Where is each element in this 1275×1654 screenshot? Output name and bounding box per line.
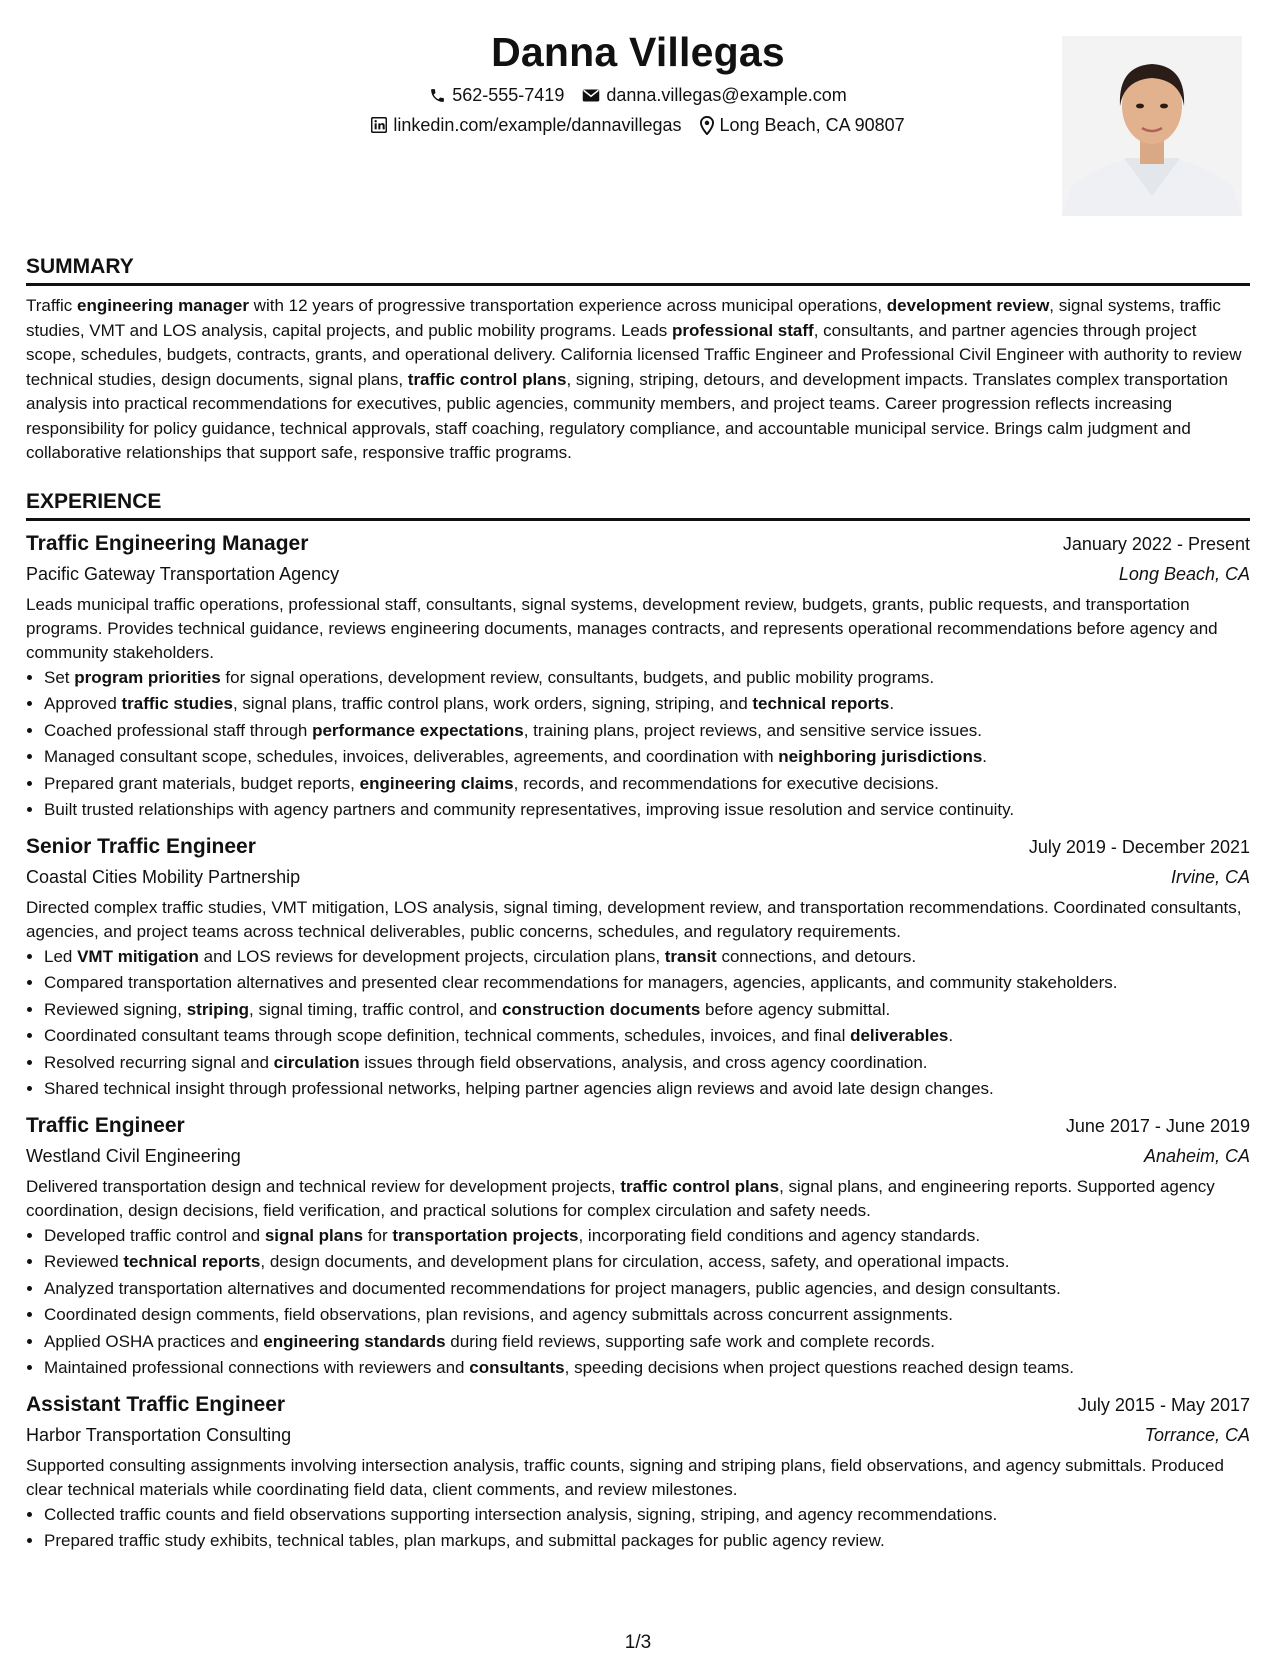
- job-location: Irvine, CA: [1170, 866, 1250, 887]
- page-number: 1/3: [624, 1632, 652, 1653]
- location-text: Long Beach, CA 90807: [719, 115, 905, 135]
- linkedin-icon: [371, 117, 387, 133]
- job-subheader: [26, 1420, 1250, 1450]
- emphasis-text: circulation: [273, 1052, 360, 1072]
- job-company: Harbor Transportation Consulting: [26, 1424, 292, 1445]
- emphasis-text: consultants: [469, 1358, 565, 1377]
- job-header: [26, 529, 1250, 559]
- emphasis-text: program priorities: [74, 667, 221, 687]
- job-description: Leads municipal traffic operations, professional staff, consultants, signal systems, development review, budgets, grants, public requests, and transportation programs. Provides technical guidance, reviews engineering documents, manages contracts, and represents operational recommendations before agency and community stakeholders.: [26, 594, 1218, 662]
- job-company: Pacific Gateway Transportation Agency: [26, 563, 340, 584]
- email-text[interactable]: danna.villegas@example.com: [606, 85, 847, 105]
- job-company: Westland Civil Engineering: [26, 1145, 241, 1166]
- linkedin-text[interactable]: linkedin.com/example/dannavillegas: [393, 115, 682, 135]
- job-entry: [26, 1390, 1250, 1555]
- emphasis-text: traffic studies: [121, 694, 233, 713]
- job-bullet: • Approved traffic studies, signal plans, traffic control plans, work orders, signing, striping, and technical reports.: [44, 691, 1250, 718]
- job-description: Directed complex traffic studies, VMT mitigation, LOS analysis, signal timing, development review, and transportation recommendations. Coordinated consultants, agencies, and project teams across technical deliverables, public concerns, schedules, and regulatory requirements.: [26, 897, 1242, 941]
- resume-header: [26, 24, 1250, 229]
- job-bullet: • Led VMT mitigation and LOS reviews for development projects, circulation plans, transit connections, and detours.: [44, 944, 1250, 971]
- experience-list: [26, 529, 1250, 1555]
- job-dates: July 2015 - May 2017: [1077, 1394, 1250, 1415]
- candidate-name: Danna Villegas: [491, 29, 785, 75]
- job-location: Long Beach, CA: [1118, 563, 1250, 584]
- experience-heading: EXPERIENCE: [26, 488, 1250, 521]
- contact-email[interactable]: [582, 80, 846, 110]
- contact-phone: [429, 80, 564, 110]
- summary-heading: SUMMARY: [26, 253, 1250, 286]
- job-bullet: • Coached professional staff through performance expectations, training plans, project reviews, and sensitive service issues.: [44, 718, 1250, 745]
- emphasis-text: traffic control plans: [620, 1176, 780, 1196]
- emphasis-text: technical reports: [123, 1252, 261, 1271]
- job-bullets: [26, 944, 1250, 1103]
- job-header: [26, 1111, 1250, 1141]
- emphasis-text: development review: [886, 296, 1050, 315]
- job-bullet: • Coordinated design comments, field observations, plan revisions, and agency submittals across concurrent assignments.: [44, 1302, 1250, 1329]
- job-subheader: [26, 559, 1250, 589]
- emphasis-text: performance expectations: [312, 720, 524, 740]
- emphasis-text: deliverables: [850, 1026, 949, 1045]
- job-bullet: • Built trusted relationships with agency partners and community representatives, improving issue resolution and service continuity.: [44, 797, 1250, 824]
- emphasis-text: VMT mitigation: [77, 946, 199, 966]
- job-title: Senior Traffic Engineer: [26, 834, 256, 858]
- job-bullets: [26, 1502, 1250, 1555]
- summary-text: Traffic engineering manager with 12 years of progressive transportation experience across municipal operations, development review, signal systems, traffic studies, VMT and LOS analysis, capital projects, and public mobility programs. Leads professional staff, consultants, and partner agencies through project scope, schedules, budgets, contracts, grants, and operational delivery. California licensed Traffic Engineer and Professional Civil Engineer with authority to review technical studies, design documents, signal plans, traffic control plans, signing, striping, detours, and development impacts. Translates complex transportation analysis into practical recommendations for executives, public agencies, community members, and project teams. Career progression reflects increasing responsibility for policy guidance, technical approvals, staff coaching, regulatory compliance, and accountable municipal service. Brings calm judgment and collaborative relationships that support safe, responsive traffic programs.: [26, 296, 1242, 462]
- job-entry: [26, 529, 1250, 824]
- job-bullet: • Maintained professional connections with reviewers and consultants, speeding decisions when project questions reached design teams.: [44, 1355, 1250, 1382]
- job-title: Assistant Traffic Engineer: [26, 1392, 286, 1416]
- job-dates: July 2019 - December 2021: [1028, 836, 1250, 857]
- job-subheader: [26, 1141, 1250, 1171]
- location-pin-icon: [700, 116, 714, 135]
- job-bullets: [26, 665, 1250, 824]
- job-bullet: • Reviewed signing, striping, signal timing, traffic control, and construction documents before agency submittal.: [44, 997, 1250, 1024]
- emphasis-text: engineering standards: [263, 1331, 446, 1351]
- emphasis-text: transportation projects: [392, 1225, 579, 1245]
- job-bullet: • Collected traffic counts and field observations supporting intersection analysis, signing, striping, and agency recommendations.: [44, 1502, 1250, 1529]
- job-header: [26, 832, 1250, 862]
- emphasis-text: neighboring jurisdictions: [778, 747, 983, 766]
- emphasis-text: construction documents: [501, 999, 701, 1019]
- emphasis-text: technical reports: [752, 694, 890, 713]
- envelope-icon: [582, 88, 600, 103]
- job-bullet: • Shared technical insight through professional networks, helping partner agencies align reviews and avoid late design changes.: [44, 1076, 1250, 1103]
- phone-text: 562-555-7419: [452, 85, 565, 105]
- job-description: Supported consulting assignments involving intersection analysis, traffic counts, signing and striping plans, field observations, and agency submittals. Produced clear technical materials while coordinating field data, client comments, and review milestones.: [26, 1455, 1224, 1499]
- contact-linkedin[interactable]: [371, 110, 681, 140]
- job-dates: June 2017 - June 2019: [1065, 1115, 1250, 1136]
- job-bullet: • Developed traffic control and signal plans for transportation projects, incorporating field conditions and agency standards.: [44, 1223, 1250, 1250]
- job-bullet: • Reviewed technical reports, design documents, and development plans for circulation, access, safety, and operational impacts.: [44, 1249, 1250, 1276]
- emphasis-text: traffic control plans: [407, 369, 567, 389]
- job-bullet: • Resolved recurring signal and circulation issues through field observations, analysis, and cross agency coordination.: [44, 1050, 1250, 1077]
- phone-icon: [429, 87, 446, 104]
- job-company: Coastal Cities Mobility Partnership: [26, 866, 301, 887]
- job-entry: [26, 832, 1250, 1103]
- job-bullet: • Managed consultant scope, schedules, invoices, deliverables, agreements, and coordination with neighboring jurisdictions.: [44, 744, 1250, 771]
- job-title: Traffic Engineer: [26, 1113, 185, 1137]
- job-bullet: • Prepared traffic study exhibits, technical tables, plan markups, and submittal packages for public agency review.: [44, 1528, 1250, 1555]
- job-bullet: • Analyzed transportation alternatives and documented recommendations for project managers, public agencies, and design consultants.: [44, 1276, 1250, 1303]
- job-location: Torrance, CA: [1144, 1424, 1250, 1445]
- job-bullet: • Set program priorities for signal operations, development review, consultants, budgets, and public mobility programs.: [44, 665, 1250, 692]
- emphasis-text: engineering claims: [359, 773, 514, 793]
- emphasis-text: transit: [664, 946, 717, 966]
- job-bullets: [26, 1223, 1250, 1382]
- emphasis-text: signal plans: [264, 1225, 364, 1245]
- job-description: Delivered transportation design and technical review for development projects, traffic control plans, signal plans, and engineering reports. Supported agency coordination, design decisions, field verification, and practical solutions for complex circulation and safety needs.: [26, 1176, 1215, 1220]
- job-entry: [26, 1111, 1250, 1382]
- job-dates: January 2022 - Present: [1062, 533, 1250, 554]
- emphasis-text: professional staff: [672, 320, 814, 340]
- job-bullet: • Applied OSHA practices and engineering standards during field reviews, supporting safe work and complete records.: [44, 1329, 1250, 1356]
- job-subheader: [26, 862, 1250, 892]
- emphasis-text: striping: [186, 999, 250, 1019]
- emphasis-text: engineering manager: [77, 296, 249, 315]
- contact-location: [700, 110, 905, 140]
- job-bullet: • Prepared grant materials, budget reports, engineering claims, records, and recommendations for executive decisions.: [44, 771, 1250, 798]
- resume-page: [26, 20, 1250, 1653]
- job-bullet: • Compared transportation alternatives and presented clear recommendations for managers, agencies, applicants, and community stakeholders.: [44, 970, 1250, 997]
- profile-photo: [1062, 36, 1242, 216]
- job-location: Anaheim, CA: [1143, 1145, 1250, 1166]
- job-header: [26, 1390, 1250, 1420]
- job-title: Traffic Engineering Manager: [26, 531, 309, 555]
- job-bullet: • Coordinated consultant teams through scope definition, technical comments, schedules, invoices, and final deliverables.: [44, 1023, 1250, 1050]
